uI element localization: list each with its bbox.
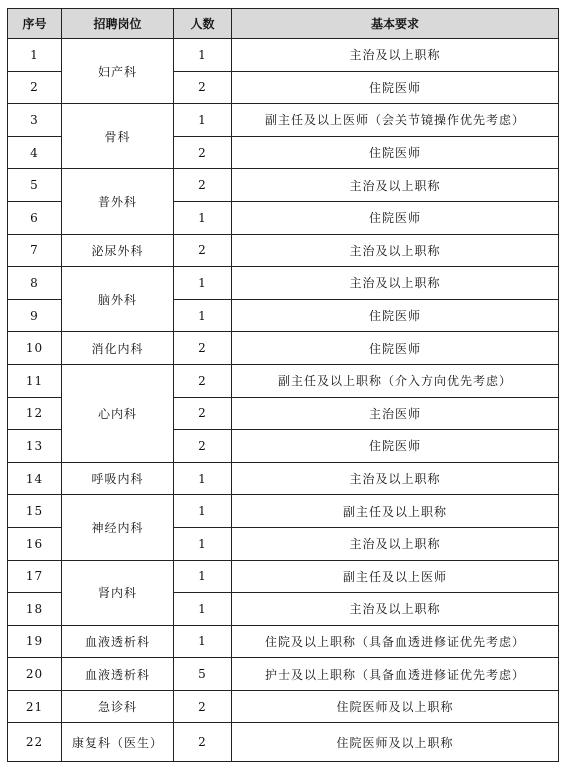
cell-department: 骨科: [62, 104, 174, 169]
cell-department: 泌尿外科: [62, 234, 174, 267]
header-serial: 序号: [8, 9, 62, 39]
cell-count: 2: [174, 332, 232, 365]
table-row: [8, 104, 559, 137]
cell-requirement: 主治及以上职称: [232, 527, 559, 560]
cell-department: 神经内科: [62, 495, 174, 560]
cell-count: 1: [174, 527, 232, 560]
cell-serial: 11: [8, 364, 62, 397]
cell-department: 肾内科: [62, 560, 174, 625]
cell-count: 1: [174, 267, 232, 300]
cell-department: 血液透析科: [62, 658, 174, 691]
cell-serial: 12: [8, 397, 62, 430]
cell-count: 2: [174, 690, 232, 723]
table-row: [8, 690, 559, 723]
cell-requirement: 住院医师: [232, 71, 559, 104]
table-row: [8, 723, 559, 762]
cell-department: 普外科: [62, 169, 174, 234]
cell-serial: 10: [8, 332, 62, 365]
cell-requirement: 住院医师: [232, 201, 559, 234]
cell-serial: 19: [8, 625, 62, 658]
cell-department: 妇产科: [62, 39, 174, 104]
cell-count: 2: [174, 234, 232, 267]
cell-requirement: 住院医师: [232, 299, 559, 332]
header-count: 人数: [174, 9, 232, 39]
cell-department: 血液透析科: [62, 625, 174, 658]
cell-count: 1: [174, 462, 232, 495]
table-row: [8, 364, 559, 397]
table-row: [8, 560, 559, 593]
cell-requirement: 主治及以上职称: [232, 462, 559, 495]
cell-serial: 4: [8, 136, 62, 169]
cell-requirement: 主治医师: [232, 397, 559, 430]
cell-count: 1: [174, 104, 232, 137]
table-row: [8, 267, 559, 300]
cell-serial: 16: [8, 527, 62, 560]
recruitment-table: [7, 8, 559, 762]
cell-requirement: 护士及以上职称（具备血透进修证优先考虑）: [232, 658, 559, 691]
cell-department: 急诊科: [62, 690, 174, 723]
table-row: [8, 462, 559, 495]
cell-count: 2: [174, 169, 232, 202]
cell-serial: 18: [8, 593, 62, 626]
header-row: [8, 9, 559, 39]
cell-count: 2: [174, 430, 232, 463]
cell-serial: 8: [8, 267, 62, 300]
cell-requirement: 住院医师: [232, 430, 559, 463]
cell-requirement: 副主任及以上医师: [232, 560, 559, 593]
table-row: [8, 234, 559, 267]
cell-count: 1: [174, 299, 232, 332]
cell-count: 1: [174, 39, 232, 72]
table-row: [8, 332, 559, 365]
table-row: [8, 39, 559, 72]
cell-serial: 3: [8, 104, 62, 137]
cell-requirement: 主治及以上职称: [232, 267, 559, 300]
cell-requirement: 住院医师: [232, 332, 559, 365]
cell-department: 康复科（医生）: [62, 723, 174, 762]
cell-requirement: 主治及以上职称: [232, 234, 559, 267]
cell-count: 1: [174, 201, 232, 234]
cell-department: 脑外科: [62, 267, 174, 332]
cell-requirement: 住院医师: [232, 136, 559, 169]
cell-department: 消化内科: [62, 332, 174, 365]
cell-requirement: 住院医师及以上职称: [232, 690, 559, 723]
cell-serial: 5: [8, 169, 62, 202]
cell-serial: 22: [8, 723, 62, 762]
cell-serial: 7: [8, 234, 62, 267]
cell-count: 1: [174, 560, 232, 593]
cell-count: 2: [174, 136, 232, 169]
cell-requirement: 主治及以上职称: [232, 169, 559, 202]
cell-requirement: 副主任及以上职称: [232, 495, 559, 528]
cell-serial: 1: [8, 39, 62, 72]
cell-requirement: 主治及以上职称: [232, 593, 559, 626]
cell-serial: 9: [8, 299, 62, 332]
cell-count: 2: [174, 71, 232, 104]
cell-serial: 20: [8, 658, 62, 691]
cell-count: 2: [174, 723, 232, 762]
cell-requirement: 副主任及以上医师（会关节镜操作优先考虑）: [232, 104, 559, 137]
table-row: [8, 625, 559, 658]
header-requirements: 基本要求: [232, 9, 559, 39]
cell-department: 心内科: [62, 364, 174, 462]
cell-serial: 15: [8, 495, 62, 528]
cell-requirement: 住院及以上职称（具备血透进修证优先考虑）: [232, 625, 559, 658]
table-row: [8, 658, 559, 691]
cell-count: 1: [174, 625, 232, 658]
cell-requirement: 副主任及以上职称（介入方向优先考虑）: [232, 364, 559, 397]
cell-count: 1: [174, 495, 232, 528]
cell-count: 1: [174, 593, 232, 626]
cell-count: 2: [174, 397, 232, 430]
cell-serial: 2: [8, 71, 62, 104]
cell-serial: 13: [8, 430, 62, 463]
cell-count: 2: [174, 364, 232, 397]
header-position: 招聘岗位: [62, 9, 174, 39]
cell-serial: 6: [8, 201, 62, 234]
cell-requirement: 住院医师及以上职称: [232, 723, 559, 762]
table-row: [8, 495, 559, 528]
cell-requirement: 主治及以上职称: [232, 39, 559, 72]
cell-serial: 21: [8, 690, 62, 723]
table-row: [8, 169, 559, 202]
cell-count: 5: [174, 658, 232, 691]
cell-department: 呼吸内科: [62, 462, 174, 495]
cell-serial: 14: [8, 462, 62, 495]
cell-serial: 17: [8, 560, 62, 593]
